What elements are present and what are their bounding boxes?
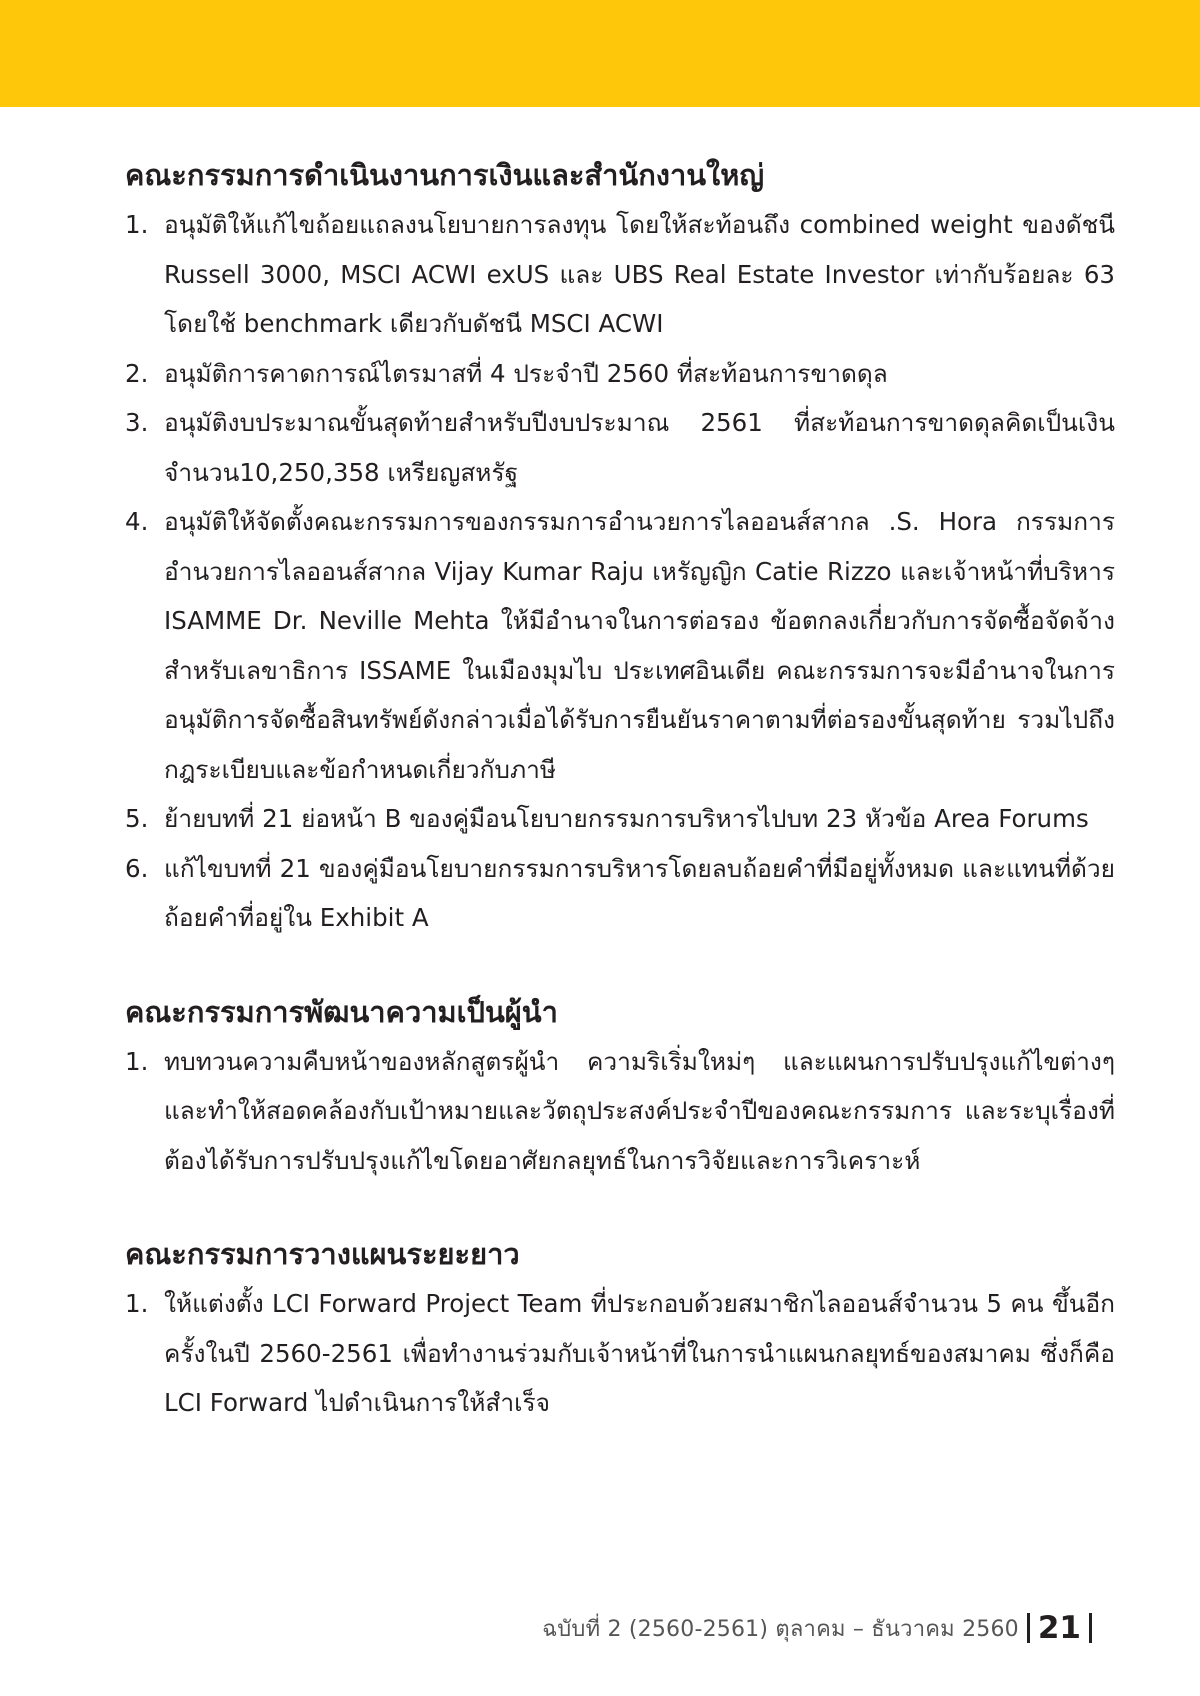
resolution-list [125,1279,1115,1428]
item-text: ย้ายบทที่ 21 ย่อหน้า B ของคู่มือนโยบายกรรมการบริหารไปบท 23 หัวข้อ Area Forums [164,804,1089,833]
section-leadership-committee [125,987,1115,1186]
item-number: 1. [125,1046,149,1076]
item-text: ให้แต่งตั้ง LCI Forward Project Team ที่ประกอบด้วยสมาชิกไลออนส์จำนวน 5 คน ขึ้นอีกครั้งในปี 2560-2561 เพื่อทำงานร่วมกับเจ้าหน้าที่ในการนำแผนกลยุทธ์ของสมาคม ซึ่งก็คือ LCI Forward ไปดำเนินการให้สำเร็จ [164,1289,1115,1417]
item-text: แก้ไขบทที่ 21 ของคู่มือนโยบายกรรมการบริหารโดยลบถ้อยคำที่มีอยู่ทั้งหมด และแทนที่ด้วยถ้อยคำที่อยู่ใน Exhibit A [164,853,1115,932]
resolution-list [125,1037,1115,1186]
list-item [125,200,1115,349]
list-item [125,1037,1115,1186]
list-item [125,1279,1115,1428]
list-item [125,398,1115,497]
list-item [125,497,1115,794]
item-text: อนุมัติให้จัดตั้งคณะกรรมการของกรรมการอำนวยการไลออนส์สากล .S. Hora กรรมการอำนวยการไลออนส์สากล Vijay Kumar Raju เหรัญญิก Catie Rizzo และเจ้าหน้าที่บริหาร ISAMME Dr. Neville Mehta ให้มีอำนาจในการต่อรอง ข้อตกลงเกี่ยวกับการจัดซื้อจัดจ้างสำหรับเลขาธิการ ISSAME ในเมืองมุมไบ ประเทศอินเดีย คณะกรรมการจะมีอำนาจในการอนุมัติการจัดซื้อสินทรัพย์ดังกล่าวเมื่อได้รับการยืนยันราคาตามที่ต่อรองขั้นสุดท้าย รวมไปถึงกฎระเบียบและข้อกำหนดเกี่ยวกับภาษี [164,507,1115,784]
list-item [125,794,1115,844]
page-content [125,150,1115,1472]
divider [1027,1613,1030,1643]
item-number: 6. [125,853,149,883]
resolution-list [125,200,1115,943]
item-number: 4. [125,507,149,536]
item-number: 1. [125,210,149,239]
header-color-bar [0,0,1200,107]
section-title: คณะกรรมการพัฒนาความเป็นผู้นำ [125,994,558,1029]
item-number: 3. [125,408,149,437]
page-number: 21 [1037,1610,1081,1646]
item-number: 5. [125,804,149,833]
divider [1089,1613,1092,1643]
list-item [125,349,1115,399]
item-text: อนุมัติให้แก้ไขถ้อยแถลงนโยบายการลงทุน โดยให้สะท้อนถึง combined weight ของดัชนี Russell 3000, MSCI ACWI exUS และ UBS Real Estate Investor เท่ากับร้อยละ 63 โดยใช้ benchmark เดียวกับดัชนี MSCI ACWI [164,210,1115,338]
section-title: คณะกรรมการวางแผนระยะยาว [125,1237,520,1271]
section-title: คณะกรรมการดำเนินงานการเงินและสำนักงานใหญ่ [125,158,765,192]
item-text: อนุมัติการคาดการณ์ไตรมาสที่ 4 ประจำปี 2560 ที่สะท้อนการขาดดุล [164,358,888,388]
issue-info: ฉบับที่ 2 (2560-2561) ตุลาคม – ธันวาคม 2560 [542,1616,1019,1642]
section-long-range-planning-committee [125,1229,1115,1428]
item-number: 2. [125,358,149,388]
page-footer [542,1610,1100,1646]
item-number: 1. [125,1289,149,1318]
list-item [125,844,1115,943]
item-text: ทบทวนความคืบหน้าของหลักสูตรผู้นำ ความริเริ่มใหม่ๆ และแผนการปรับปรุงแก้ไขต่างๆ และทำให้สอดคล้องกับเป้าหมายและวัตถุประสงค์ประจำปีของคณะกรรมการ และระบุเรื่องที่ต้องได้รับการปรับปรุงแก้ไขโดยอาศัยกลยุทธ์ในการวิจัยและการวิเคราะห์ [164,1046,1115,1175]
item-text: อนุมัติงบประมาณขั้นสุดท้ายสำหรับปีงบประมาณ 2561 ที่สะท้อนการขาดดุลคิดเป็นเงิน จำนวน10,250,358 เหรียญสหรัฐ [164,408,1115,487]
section-finance-committee [125,150,1115,943]
